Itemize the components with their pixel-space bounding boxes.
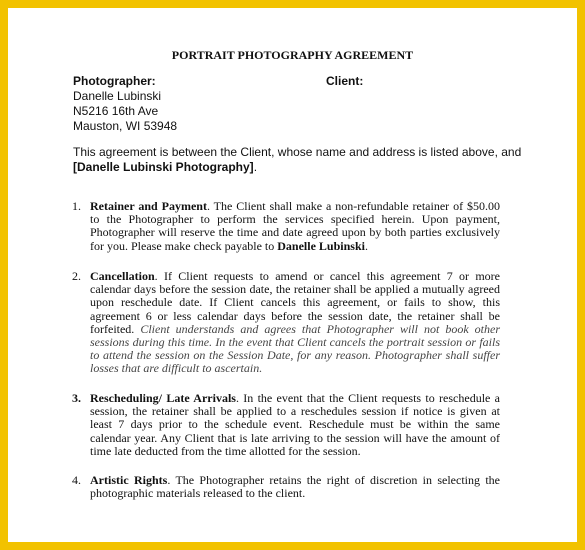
document-title: PORTRAIT PHOTOGRAPHY AGREEMENT <box>171 48 414 62</box>
photographer-block <box>73 74 177 134</box>
clause-body <box>90 474 500 500</box>
clause-heading: Retainer and Payment <box>90 199 207 213</box>
business-name: [Danelle Lubinski Photography] <box>73 160 254 174</box>
photographer-name: Danelle Lubinski <box>73 89 162 103</box>
clause-end: . <box>364 238 368 253</box>
clause-heading: Artistic Rights <box>90 473 168 487</box>
payee-name: Danelle Lubinski <box>277 238 365 253</box>
clause-heading: Rescheduling/ Late Arrivals <box>90 391 236 405</box>
clause-artistic-rights <box>72 474 500 500</box>
photographer-address-line2: Mauston, WI 53948 <box>73 119 178 133</box>
intro-text: This agreement is between the Client, whose name and address is listed above, and <box>73 145 522 159</box>
clause-italic-note: Client understands and agrees that Photographer will not book other sessions during this time. In the event that Client cancels the portrait session or fails to attend the session on the Session Date, for any reason. Photographer shall suffer losses that are difficult to ascertain. <box>90 321 500 376</box>
clause-number: 1. <box>72 199 81 213</box>
clause-cancellation <box>72 270 500 376</box>
intro-end: . <box>253 160 258 174</box>
clause-body <box>90 270 500 376</box>
clause-heading: Cancellation <box>90 269 155 283</box>
clause-text: . The Photographer retains the right of discretion in selecting the photographic materials released to the client. <box>90 473 500 501</box>
photographer-label: Photographer: <box>73 74 156 88</box>
clause-text: . In the event that the Client requests to reschedule a session, the retainer shall be applied to a reschedules session if notice is given at least 7 days prior to the schedule event. Reschedule must be within the same calendar year. Any Client that is late arriving to the session will have the amount of time late deducted from the time allotted for the session. <box>90 391 500 458</box>
clause-body <box>90 200 500 253</box>
clause-body <box>90 392 500 458</box>
clause-text: . If Client requests to amend or cancel this agreement 7 or more calendar days before the session date, the retainer shall be applied a mutually agreed upon reschedule date. If Client cancels this agreement, or fails to show, this agreement 6 or less calendar days before the session date, the retainer shall be forfeited. <box>90 269 500 336</box>
client-label: Client: <box>326 74 364 88</box>
intro-paragraph <box>73 145 523 175</box>
clause-retainer <box>72 200 500 253</box>
clause-number: 4. <box>72 473 81 487</box>
clause-number: 3. <box>72 391 81 405</box>
clause-number: 2. <box>72 269 81 283</box>
clause-text: . The Client shall make a non-refundable retainer of $50.00 to the Photographer to perform the services specified herein. Upon payment, Photographer will reserve the time and date agreed upon by both parties exclusively for you. Please make check payable to <box>90 199 501 253</box>
document-page <box>8 8 577 542</box>
clause-rescheduling <box>72 392 500 458</box>
photographer-address-line1: N5216 16th Ave <box>73 104 159 118</box>
